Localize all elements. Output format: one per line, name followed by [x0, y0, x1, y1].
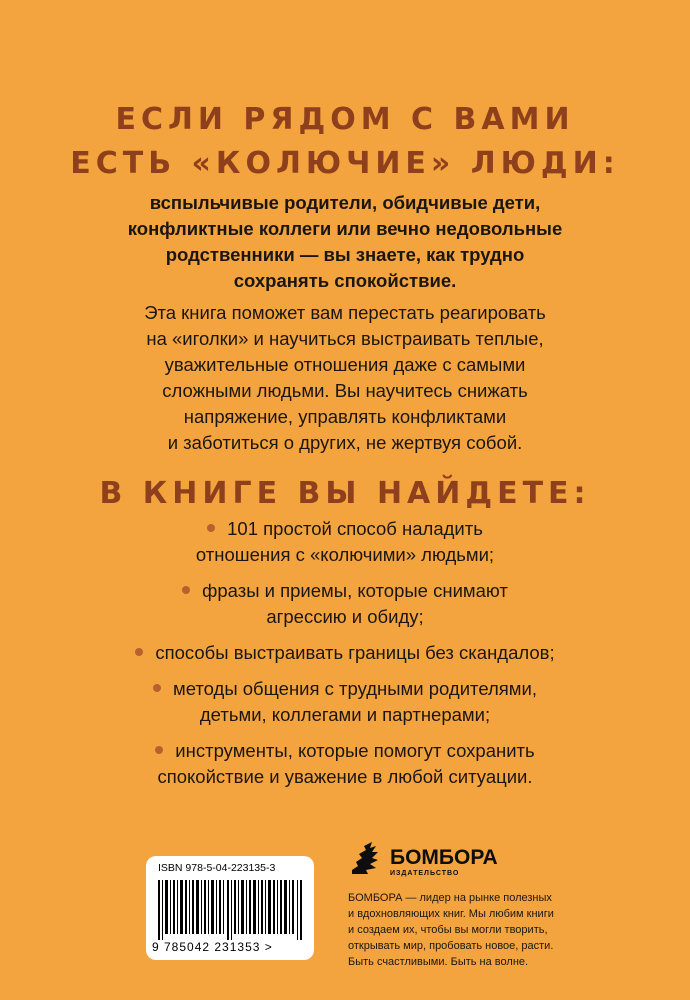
intro-line: вспыльчивые родители, обидчивые дети,: [149, 192, 541, 213]
description-line: на «иголки» и научиться выстраивать теплые,: [146, 328, 544, 349]
feature-line: методы общения с трудными родителями,: [173, 678, 537, 699]
barcode-label: [146, 856, 314, 960]
feature-line: отношения с «колючими» людьми;: [195, 544, 495, 565]
description-paragraph: [60, 300, 630, 456]
blurb-line: открывать мир, пробовать новое, расти.: [348, 940, 554, 952]
barcode-icon: [158, 880, 304, 940]
intro-paragraph: [60, 190, 630, 294]
feature-line: способы выстраивать границы без скандалов;: [155, 642, 555, 663]
feature-line: детьми, коллегами и партнерами;: [199, 704, 491, 725]
feature-item: [0, 516, 690, 568]
bullet-dot-icon: [182, 586, 190, 594]
feature-item: [0, 640, 690, 666]
publisher-tagline: ИЗДАТЕЛЬСТВО: [390, 870, 460, 877]
blurb-line: и создаем их, чтобы вы могли творить,: [348, 924, 548, 936]
blurb-line: и вдохновляющих книг. Мы любим книги: [348, 908, 554, 920]
feature-item: [0, 738, 690, 790]
features-list: [0, 516, 690, 800]
barcode-digits: 9 785042 231353 >: [152, 940, 273, 954]
feature-item: [0, 676, 690, 728]
blurb-line: Быть счастливыми. Быть на волне.: [348, 956, 529, 968]
publisher-logo-icon: [348, 840, 384, 876]
feature-line: 101 простой способ наладить: [227, 518, 483, 539]
publisher-name: БОМБОРА: [390, 846, 498, 869]
isbn-number: ISBN 978-5-04-223135-3: [158, 862, 276, 874]
main-heading-line-2: ЕСТЬ «КОЛЮЧИЕ» ЛЮДИ:: [70, 146, 620, 181]
main-heading-line-1: ЕСЛИ РЯДОМ С ВАМИ: [115, 102, 575, 137]
intro-line: сохранять спокойствие.: [233, 270, 457, 291]
feature-line: инструменты, которые помогут сохранить: [175, 740, 535, 761]
description-line: уважительные отношения даже с самыми: [164, 354, 526, 375]
intro-line: конфликтные коллеги или вечно недовольные: [127, 218, 563, 239]
features-heading: В КНИГЕ ВЫ НАЙДЕТЕ:: [99, 476, 591, 511]
bullet-dot-icon: [135, 648, 143, 656]
feature-line: агрессию и обиду;: [266, 606, 424, 627]
description-line: напряжение, управлять конфликтами: [183, 406, 507, 427]
bullet-dot-icon: [207, 524, 215, 532]
bullet-dot-icon: [155, 746, 163, 754]
intro-line: родственники — вы знаете, как трудно: [165, 244, 525, 265]
description-line: Эта книга поможет вам перестать реагировать: [144, 302, 546, 323]
description-line: сложными людьми. Вы научитесь снижать: [162, 380, 528, 401]
feature-line: фразы и приемы, которые снимают: [202, 580, 508, 601]
feature-item: [0, 578, 690, 630]
publisher-blurb: [348, 890, 570, 970]
feature-line: спокойствие и уважение в любой ситуации.: [157, 766, 533, 787]
description-line: и заботиться о других, не жертвуя собой.: [167, 432, 523, 453]
main-heading: [0, 98, 690, 186]
bullet-dot-icon: [153, 684, 161, 692]
blurb-line: БОМБОРА — лидер на рынке полезных: [348, 892, 552, 904]
